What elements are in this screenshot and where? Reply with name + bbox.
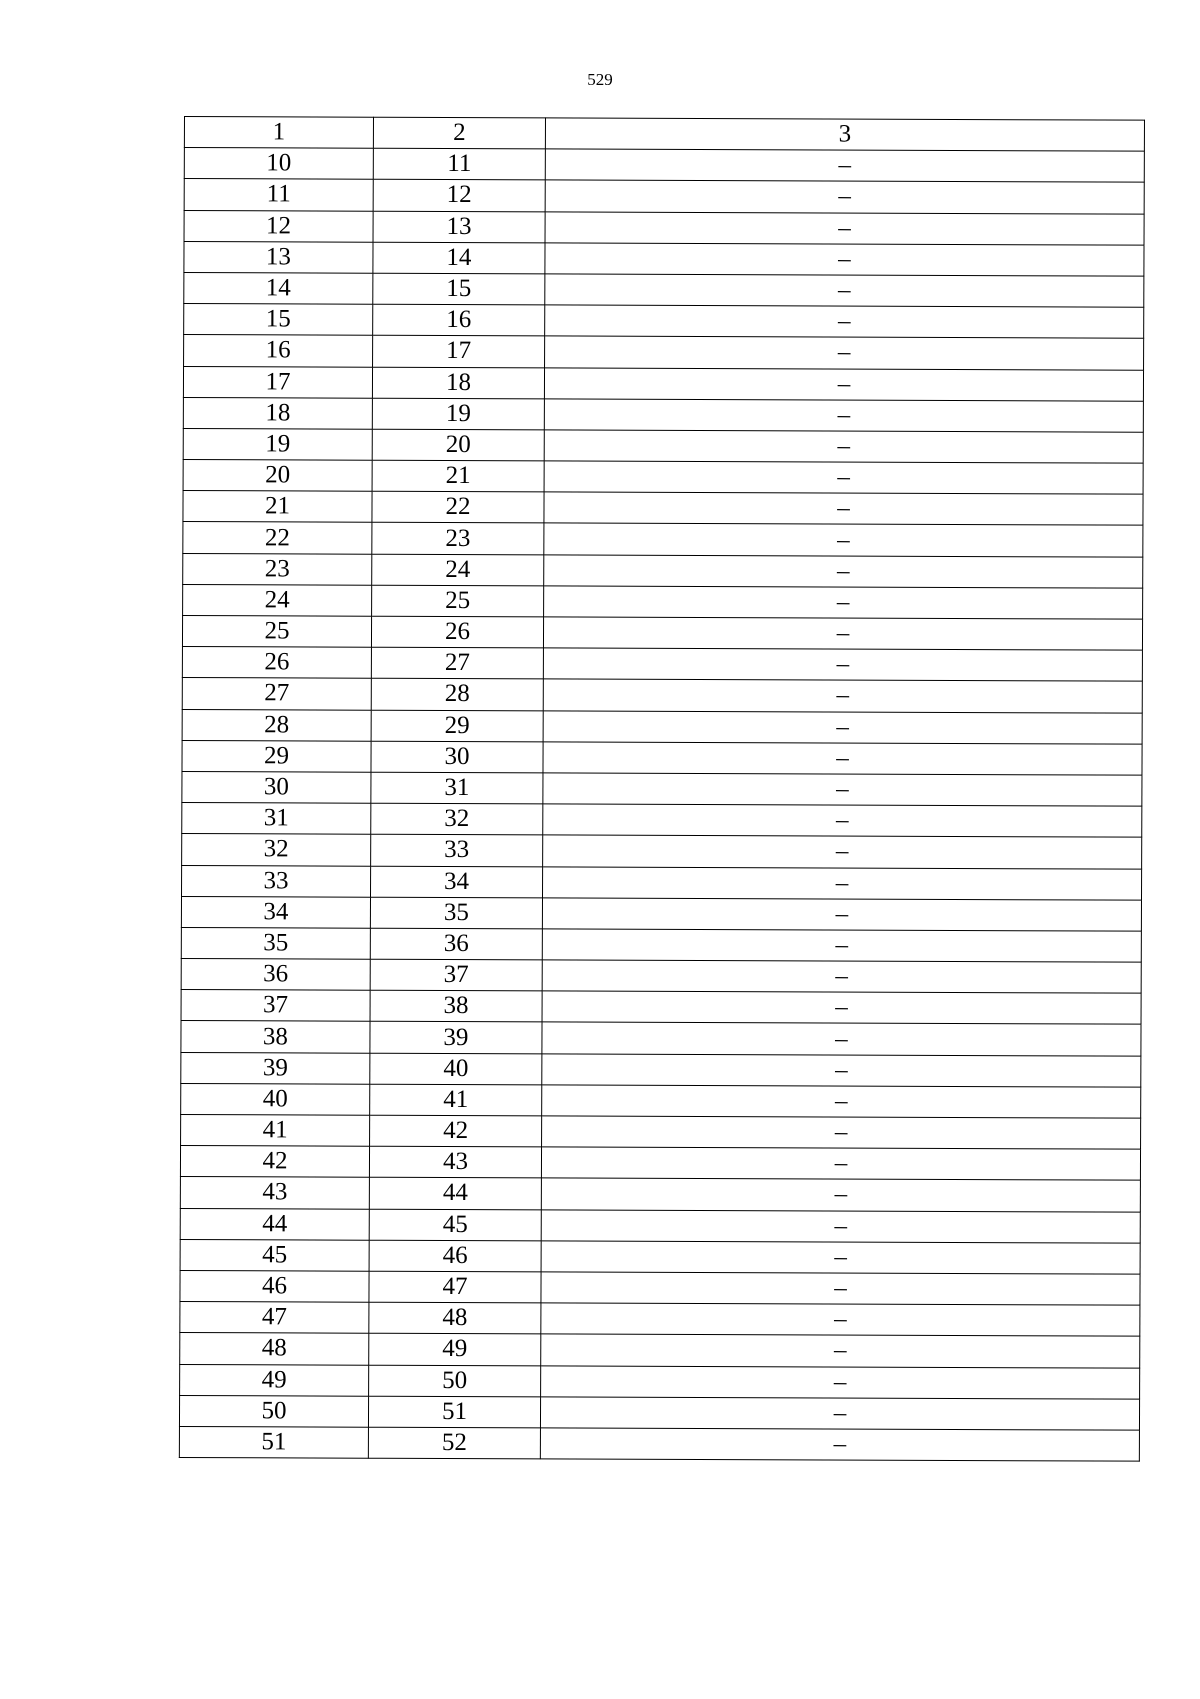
table-row	[180, 1270, 1140, 1305]
table-row	[183, 584, 1143, 619]
table-row	[184, 241, 1144, 276]
table-cell-col-1: 31	[182, 803, 371, 835]
table-cell-col-1: 24	[183, 584, 372, 616]
table-cell-col-3: –	[542, 1116, 1141, 1149]
table-cell-col-3: –	[544, 399, 1143, 432]
table-cell-col-3: –	[544, 367, 1143, 400]
table-cell-col-1: 34	[181, 896, 370, 928]
table-row	[182, 865, 1142, 900]
table-row	[183, 428, 1143, 463]
table-cell-col-1: 48	[180, 1333, 369, 1365]
table-cell-col-1: 10	[184, 148, 373, 180]
table-cell-col-2: 18	[372, 367, 544, 399]
table-cell-col-2: 23	[372, 523, 544, 555]
table-cell-col-2: 48	[369, 1302, 541, 1334]
table-body	[179, 117, 1144, 1462]
table-row	[184, 304, 1144, 339]
table-cell-col-1: 46	[180, 1270, 369, 1302]
table-cell-col-1: 11	[184, 179, 373, 211]
table-row	[183, 553, 1143, 588]
table-cell-col-1: 14	[184, 272, 373, 304]
table-cell-col-3: –	[542, 960, 1141, 993]
table-row	[181, 896, 1141, 931]
table-cell-col-2: 35	[370, 897, 542, 929]
table-cell-col-3: –	[541, 1334, 1140, 1367]
table-row	[184, 148, 1144, 183]
table-cell-col-3: –	[545, 274, 1144, 307]
table-cell-col-2: 13	[373, 211, 545, 243]
table-cell-col-1: 42	[180, 1146, 369, 1178]
table-cell-col-2: 33	[371, 835, 543, 867]
table-cell-col-2: 44	[369, 1178, 541, 1210]
header-cell-col-3: 3	[545, 118, 1144, 151]
header-cell-col-1: 1	[184, 117, 373, 149]
table-cell-col-2: 24	[372, 554, 544, 586]
data-table	[179, 116, 1145, 1462]
table-cell-col-1: 30	[182, 771, 371, 803]
table-cell-col-3: –	[541, 1209, 1140, 1242]
table-cell-col-3: –	[544, 430, 1143, 463]
table-cell-col-1: 43	[180, 1177, 369, 1209]
table-cell-col-1: 25	[182, 615, 371, 647]
table-cell-col-3: –	[543, 742, 1142, 775]
table-row	[180, 1146, 1140, 1181]
table-cell-col-2: 43	[369, 1146, 541, 1178]
table-cell-col-2: 14	[373, 242, 545, 274]
table-cell-col-2: 42	[370, 1115, 542, 1147]
table-row	[182, 709, 1142, 744]
table-row	[183, 460, 1143, 495]
table-cell-col-2: 11	[373, 148, 545, 180]
table-cell-col-3: –	[545, 180, 1144, 213]
table-row	[182, 678, 1142, 713]
table-row	[180, 1333, 1140, 1368]
table-cell-col-3: –	[542, 1022, 1141, 1055]
table-cell-col-3: –	[540, 1428, 1139, 1461]
table-cell-col-3: –	[544, 555, 1143, 588]
table-cell-col-2: 30	[371, 741, 543, 773]
table-cell-col-3: –	[545, 211, 1144, 244]
header-cell-col-2: 2	[373, 117, 545, 149]
table-cell-col-3: –	[543, 617, 1142, 650]
table-cell-col-1: 29	[182, 740, 371, 772]
table-cell-col-1: 41	[181, 1114, 370, 1146]
table-cell-col-3: –	[542, 929, 1141, 962]
table-cell-col-3: –	[544, 523, 1143, 556]
page-number: 529	[587, 70, 613, 89]
table-cell-col-3: –	[545, 243, 1144, 276]
table-cell-col-1: 16	[184, 335, 373, 367]
table-cell-col-3: –	[542, 991, 1141, 1024]
table-cell-col-1: 32	[182, 834, 371, 866]
table-cell-col-1: 15	[184, 304, 373, 336]
table-row	[180, 1239, 1140, 1274]
table-cell-col-2: 46	[369, 1240, 541, 1272]
table-cell-col-2: 17	[373, 336, 545, 368]
table-cell-col-3: –	[541, 1147, 1140, 1180]
table-cell-col-1: 18	[183, 397, 372, 429]
table-row	[184, 179, 1144, 214]
table-row	[182, 771, 1142, 806]
table-cell-col-2: 20	[372, 429, 544, 461]
table-cell-col-3: –	[544, 586, 1143, 619]
table-cell-col-2: 47	[369, 1271, 541, 1303]
table-cell-col-2: 37	[370, 959, 542, 991]
table-row	[180, 1302, 1140, 1337]
table-cell-col-3: –	[540, 1397, 1139, 1430]
data-table-container	[179, 116, 1144, 1462]
table-cell-col-2: 19	[372, 398, 544, 430]
table-cell-col-2: 36	[370, 928, 542, 960]
table-cell-col-2: 27	[371, 647, 543, 679]
table-cell-col-2: 25	[372, 585, 544, 617]
table-row	[181, 1114, 1141, 1149]
table-cell-col-3: –	[543, 835, 1142, 868]
table-cell-col-3: –	[541, 1303, 1140, 1336]
table-row	[183, 366, 1143, 401]
table-row	[179, 1426, 1139, 1461]
table-cell-col-1: 47	[180, 1302, 369, 1334]
table-cell-col-1: 44	[180, 1208, 369, 1240]
table-row	[182, 615, 1142, 650]
table-cell-col-3: –	[542, 1054, 1141, 1087]
table-row	[181, 1021, 1141, 1056]
table-cell-col-1: 33	[182, 865, 371, 897]
table-row	[184, 335, 1144, 370]
table-header-row	[184, 117, 1144, 152]
table-row	[180, 1177, 1140, 1212]
table-cell-col-2: 26	[371, 616, 543, 648]
table-cell-col-1: 12	[184, 210, 373, 242]
table-cell-col-1: 40	[181, 1083, 370, 1115]
table-cell-col-3: –	[544, 461, 1143, 494]
table-cell-col-3: –	[545, 149, 1144, 182]
table-cell-col-1: 28	[182, 709, 371, 741]
table-cell-col-2: 40	[370, 1053, 542, 1085]
table-cell-col-1: 19	[183, 428, 372, 460]
table-row	[179, 1395, 1139, 1430]
table-cell-col-2: 29	[371, 710, 543, 742]
table-row	[181, 1083, 1141, 1118]
table-cell-col-1: 23	[183, 553, 372, 585]
table-cell-col-2: 31	[371, 772, 543, 804]
table-cell-col-2: 38	[370, 990, 542, 1022]
table-cell-col-2: 45	[369, 1209, 541, 1241]
table-cell-col-2: 49	[369, 1334, 541, 1366]
table-cell-col-3: –	[545, 336, 1144, 369]
table-cell-col-1: 37	[181, 990, 370, 1022]
table-cell-col-3: –	[543, 710, 1142, 743]
table-row	[183, 522, 1143, 557]
table-row	[182, 647, 1142, 682]
table-row	[184, 272, 1144, 307]
table-row	[180, 1208, 1140, 1243]
table-row	[180, 1364, 1140, 1399]
table-row	[181, 959, 1141, 994]
table-cell-col-1: 17	[183, 366, 372, 398]
table-row	[183, 397, 1143, 432]
table-row	[181, 1052, 1141, 1087]
table-cell-col-3: –	[545, 305, 1144, 338]
table-cell-col-2: 34	[371, 866, 543, 898]
table-cell-col-1: 38	[181, 1021, 370, 1053]
table-cell-col-2: 15	[373, 273, 545, 305]
table-cell-col-3: –	[544, 492, 1143, 525]
table-cell-col-1: 35	[181, 927, 370, 959]
table-cell-col-3: –	[543, 648, 1142, 681]
table-cell-col-2: 52	[368, 1427, 540, 1459]
table-cell-col-1: 51	[179, 1426, 368, 1458]
table-cell-col-2: 39	[370, 1022, 542, 1054]
table-cell-col-1: 26	[182, 647, 371, 679]
table-row	[182, 803, 1142, 838]
table-cell-col-2: 21	[372, 460, 544, 492]
table-cell-col-3: –	[543, 804, 1142, 837]
table-row	[182, 740, 1142, 775]
table-cell-col-3: –	[542, 898, 1141, 931]
table-row	[181, 927, 1141, 962]
table-cell-col-2: 16	[373, 304, 545, 336]
table-row	[184, 210, 1144, 245]
table-cell-col-2: 50	[369, 1365, 541, 1397]
table-cell-col-2: 32	[371, 803, 543, 835]
table-cell-col-1: 21	[183, 491, 372, 523]
table-cell-col-3: –	[543, 773, 1142, 806]
table-cell-col-2: 51	[368, 1396, 540, 1428]
table-cell-col-1: 20	[183, 460, 372, 492]
table-cell-col-3: –	[543, 866, 1142, 899]
table-cell-col-3: –	[543, 679, 1142, 712]
table-cell-col-2: 12	[373, 180, 545, 212]
table-cell-col-3: –	[541, 1178, 1140, 1211]
table-row	[183, 491, 1143, 526]
table-row	[182, 834, 1142, 869]
table-cell-col-1: 27	[182, 678, 371, 710]
table-cell-col-1: 22	[183, 522, 372, 554]
table-cell-col-1: 13	[184, 241, 373, 273]
table-cell-col-3: –	[541, 1241, 1140, 1274]
table-cell-col-1: 39	[181, 1052, 370, 1084]
table-cell-col-2: 41	[370, 1084, 542, 1116]
table-cell-col-3: –	[541, 1365, 1140, 1398]
table-cell-col-1: 45	[180, 1239, 369, 1271]
table-cell-col-2: 28	[371, 679, 543, 711]
table-cell-col-3: –	[542, 1085, 1141, 1118]
table-cell-col-1: 49	[180, 1364, 369, 1396]
table-cell-col-1: 50	[179, 1395, 368, 1427]
table-row	[181, 990, 1141, 1025]
table-cell-col-1: 36	[181, 959, 370, 991]
table-cell-col-3: –	[541, 1272, 1140, 1305]
table-cell-col-2: 22	[372, 491, 544, 523]
